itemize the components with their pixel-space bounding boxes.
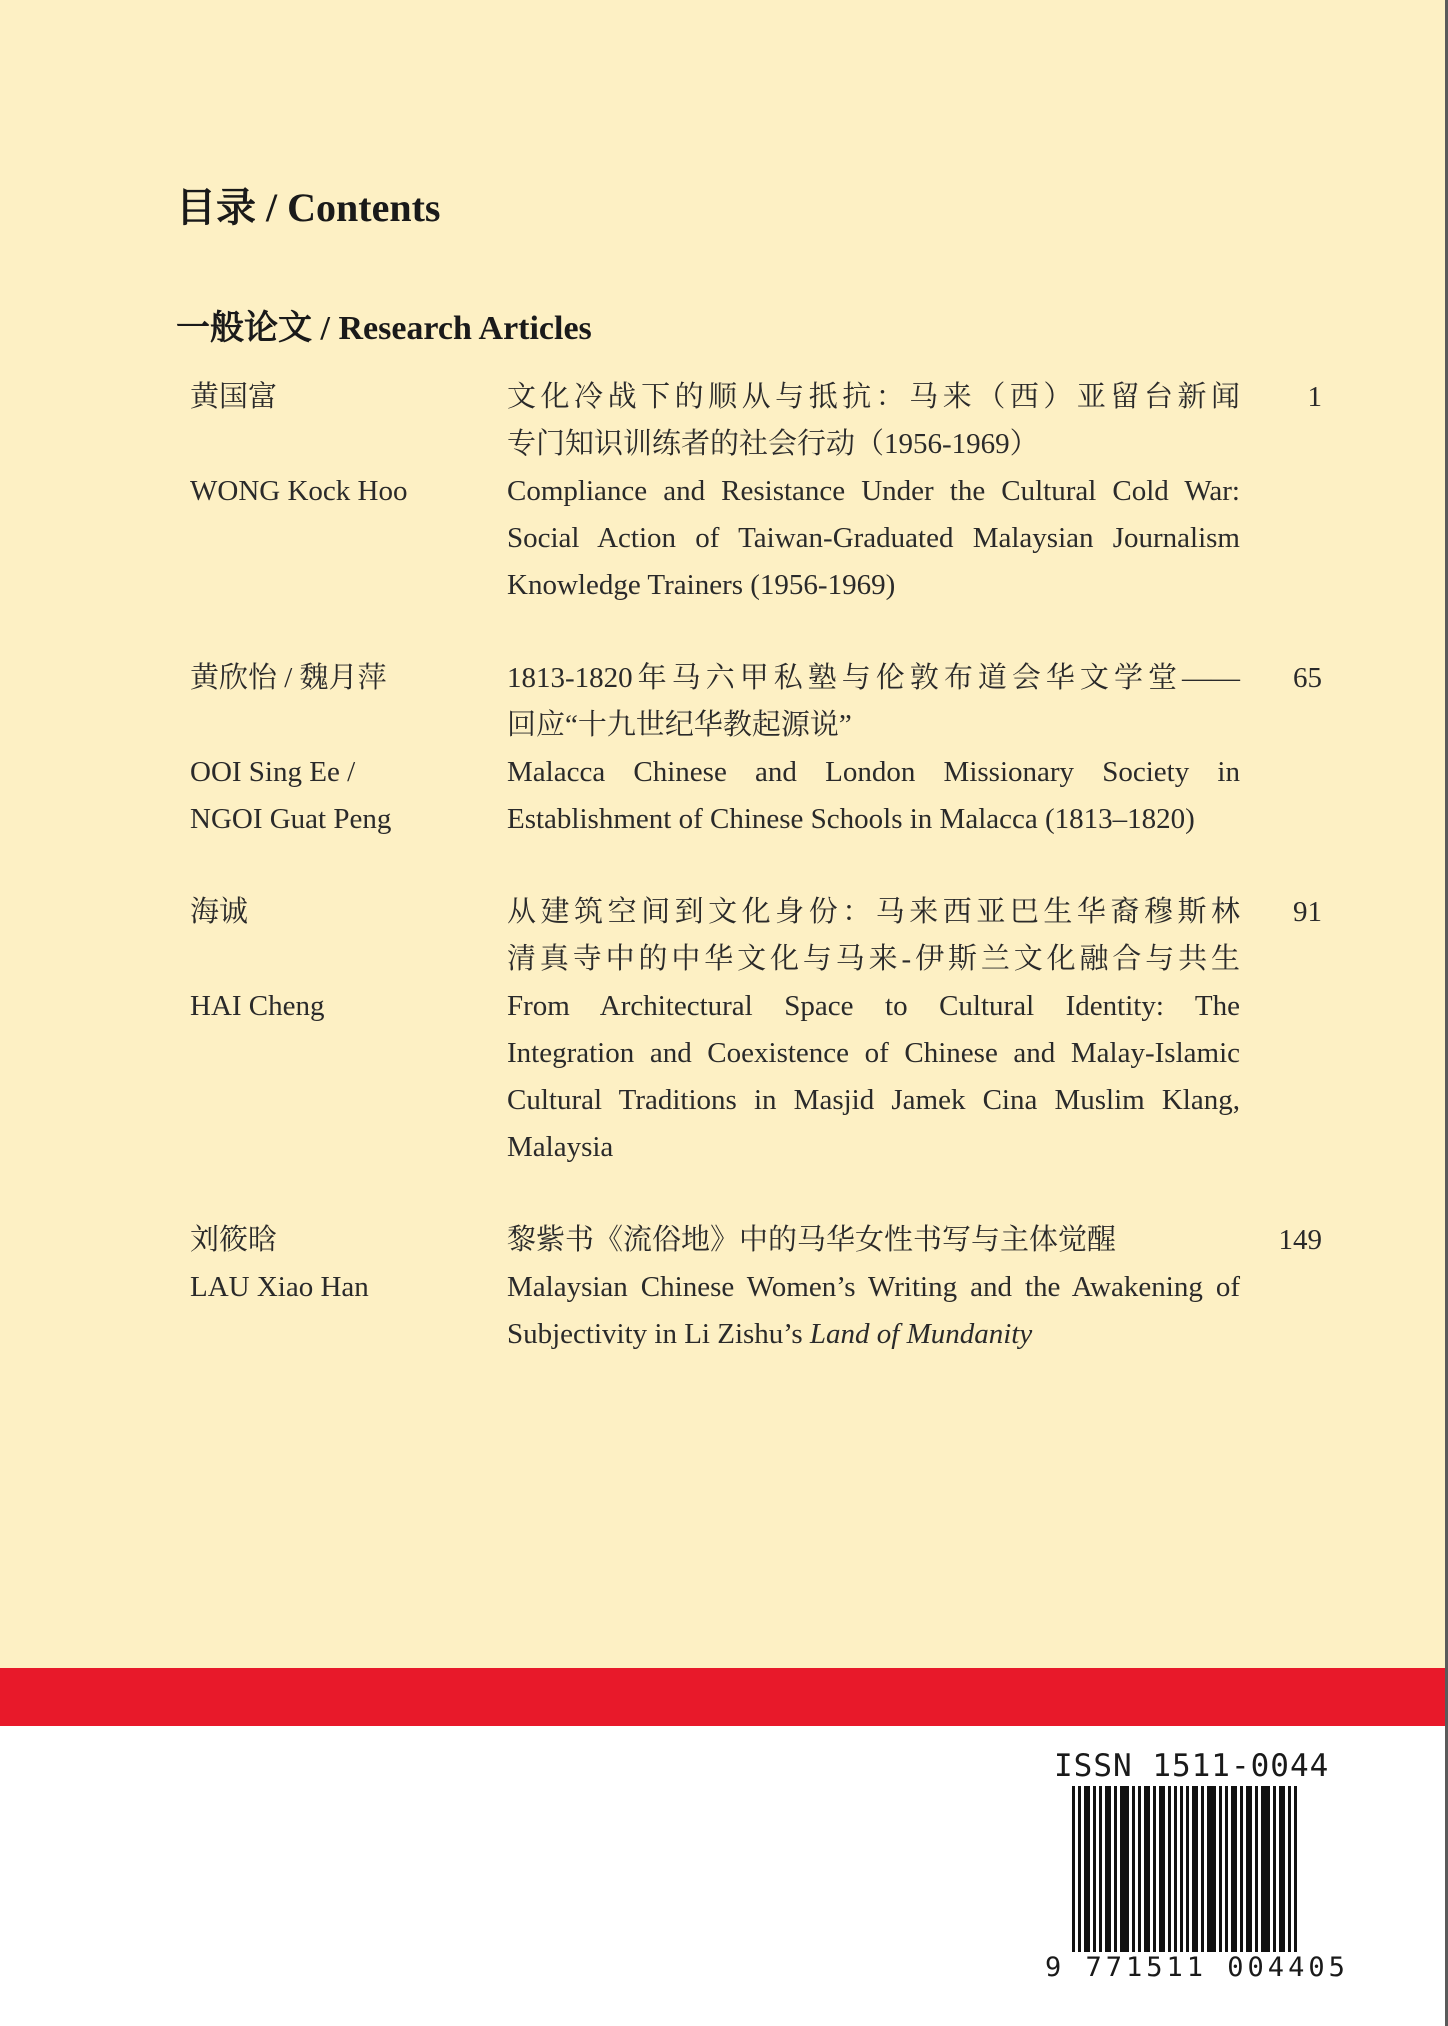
book-title-italic: Land of Mundanity	[809, 1318, 1033, 1350]
article-authors	[190, 374, 480, 515]
title-en-line: Establishment of Chinese Schools in Malacca (1813–1820)	[507, 803, 1195, 835]
title-en-line: From Architectural Space to Cultural Identity: The	[507, 990, 1240, 1022]
article-authors	[190, 655, 480, 843]
author-zh: 海诚	[190, 896, 249, 928]
title-zh-line: 文化冷战下的顺从与抵抗：马来（西）亚留台新闻	[507, 381, 1240, 413]
title-zh-line: 回应“十九世纪华教起源说”	[507, 709, 852, 741]
title-zh-line: 1813-1820年马六甲私塾与伦敦布道会华文学堂——	[507, 662, 1240, 694]
page-number: 65	[1293, 662, 1322, 694]
title-en-line: Malaysia	[507, 1131, 614, 1163]
title-zh-line: 清真寺中的中华文化与马来-伊斯兰文化融合与共生	[507, 943, 1240, 975]
title-en-line	[507, 1311, 1240, 1358]
section-heading: 一般论文 / Research Articles	[176, 310, 592, 347]
title-en-line: Social Action of Taiwan-Graduated Malaysian Journalism	[507, 522, 1240, 554]
title-en-line: Malacca Chinese and London Missionary Society in	[507, 756, 1240, 788]
author-en: LAU Xiao Han	[190, 1271, 369, 1303]
issn-label: ISSN 1511-0044	[1054, 1748, 1330, 1784]
page-number: 1	[1307, 381, 1322, 413]
author-en: WONG Kock Hoo	[190, 475, 408, 507]
author-zh: 黄欣怡 / 魏月萍	[190, 662, 387, 694]
contents-heading: 目录 / Contents	[176, 185, 441, 230]
title-en-line: Knowledge Trainers (1956-1969)	[507, 569, 896, 601]
article-authors	[190, 889, 480, 1030]
author-zh: 黄国富	[190, 381, 278, 413]
article-titles	[507, 1217, 1240, 1358]
title-en-line: Cultural Traditions in Masjid Jamek Cina Muslim Klang,	[507, 1084, 1240, 1116]
red-band	[0, 1668, 1448, 1726]
article-titles	[507, 655, 1240, 843]
author-en: OOI Sing Ee /	[190, 756, 356, 788]
title-zh-line: 专门知识训练者的社会行动（1956-1969）	[507, 428, 1039, 460]
page-number: 91	[1293, 896, 1322, 928]
author-en: NGOI Guat Peng	[190, 803, 392, 835]
author-zh: 刘筱晗	[190, 1224, 278, 1256]
title-en-prefix: Subjectivity in Li Zishu’s	[507, 1318, 810, 1350]
article-titles	[507, 889, 1240, 1171]
author-en: HAI Cheng	[190, 990, 325, 1022]
page-number: 149	[1278, 1224, 1322, 1256]
article-titles	[507, 374, 1240, 609]
title-en-line: Malaysian Chinese Women’s Writing and the Awakening of	[507, 1271, 1240, 1303]
title-zh-line: 黎紫书《流俗地》中的马华女性书写与主体觉醒	[507, 1224, 1117, 1256]
barcode-icon	[1072, 1786, 1302, 1970]
barcode-number: 9 771511 004405	[1045, 1952, 1349, 1983]
title-en-line: Integration and Coexistence of Chinese and Malay-Islamic	[507, 1037, 1240, 1069]
title-zh-line: 从建筑空间到文化身份：马来西亚巴生华裔穆斯林	[507, 896, 1240, 928]
title-en-line: Compliance and Resistance Under the Cultural Cold War:	[507, 475, 1240, 507]
article-authors	[190, 1217, 480, 1311]
